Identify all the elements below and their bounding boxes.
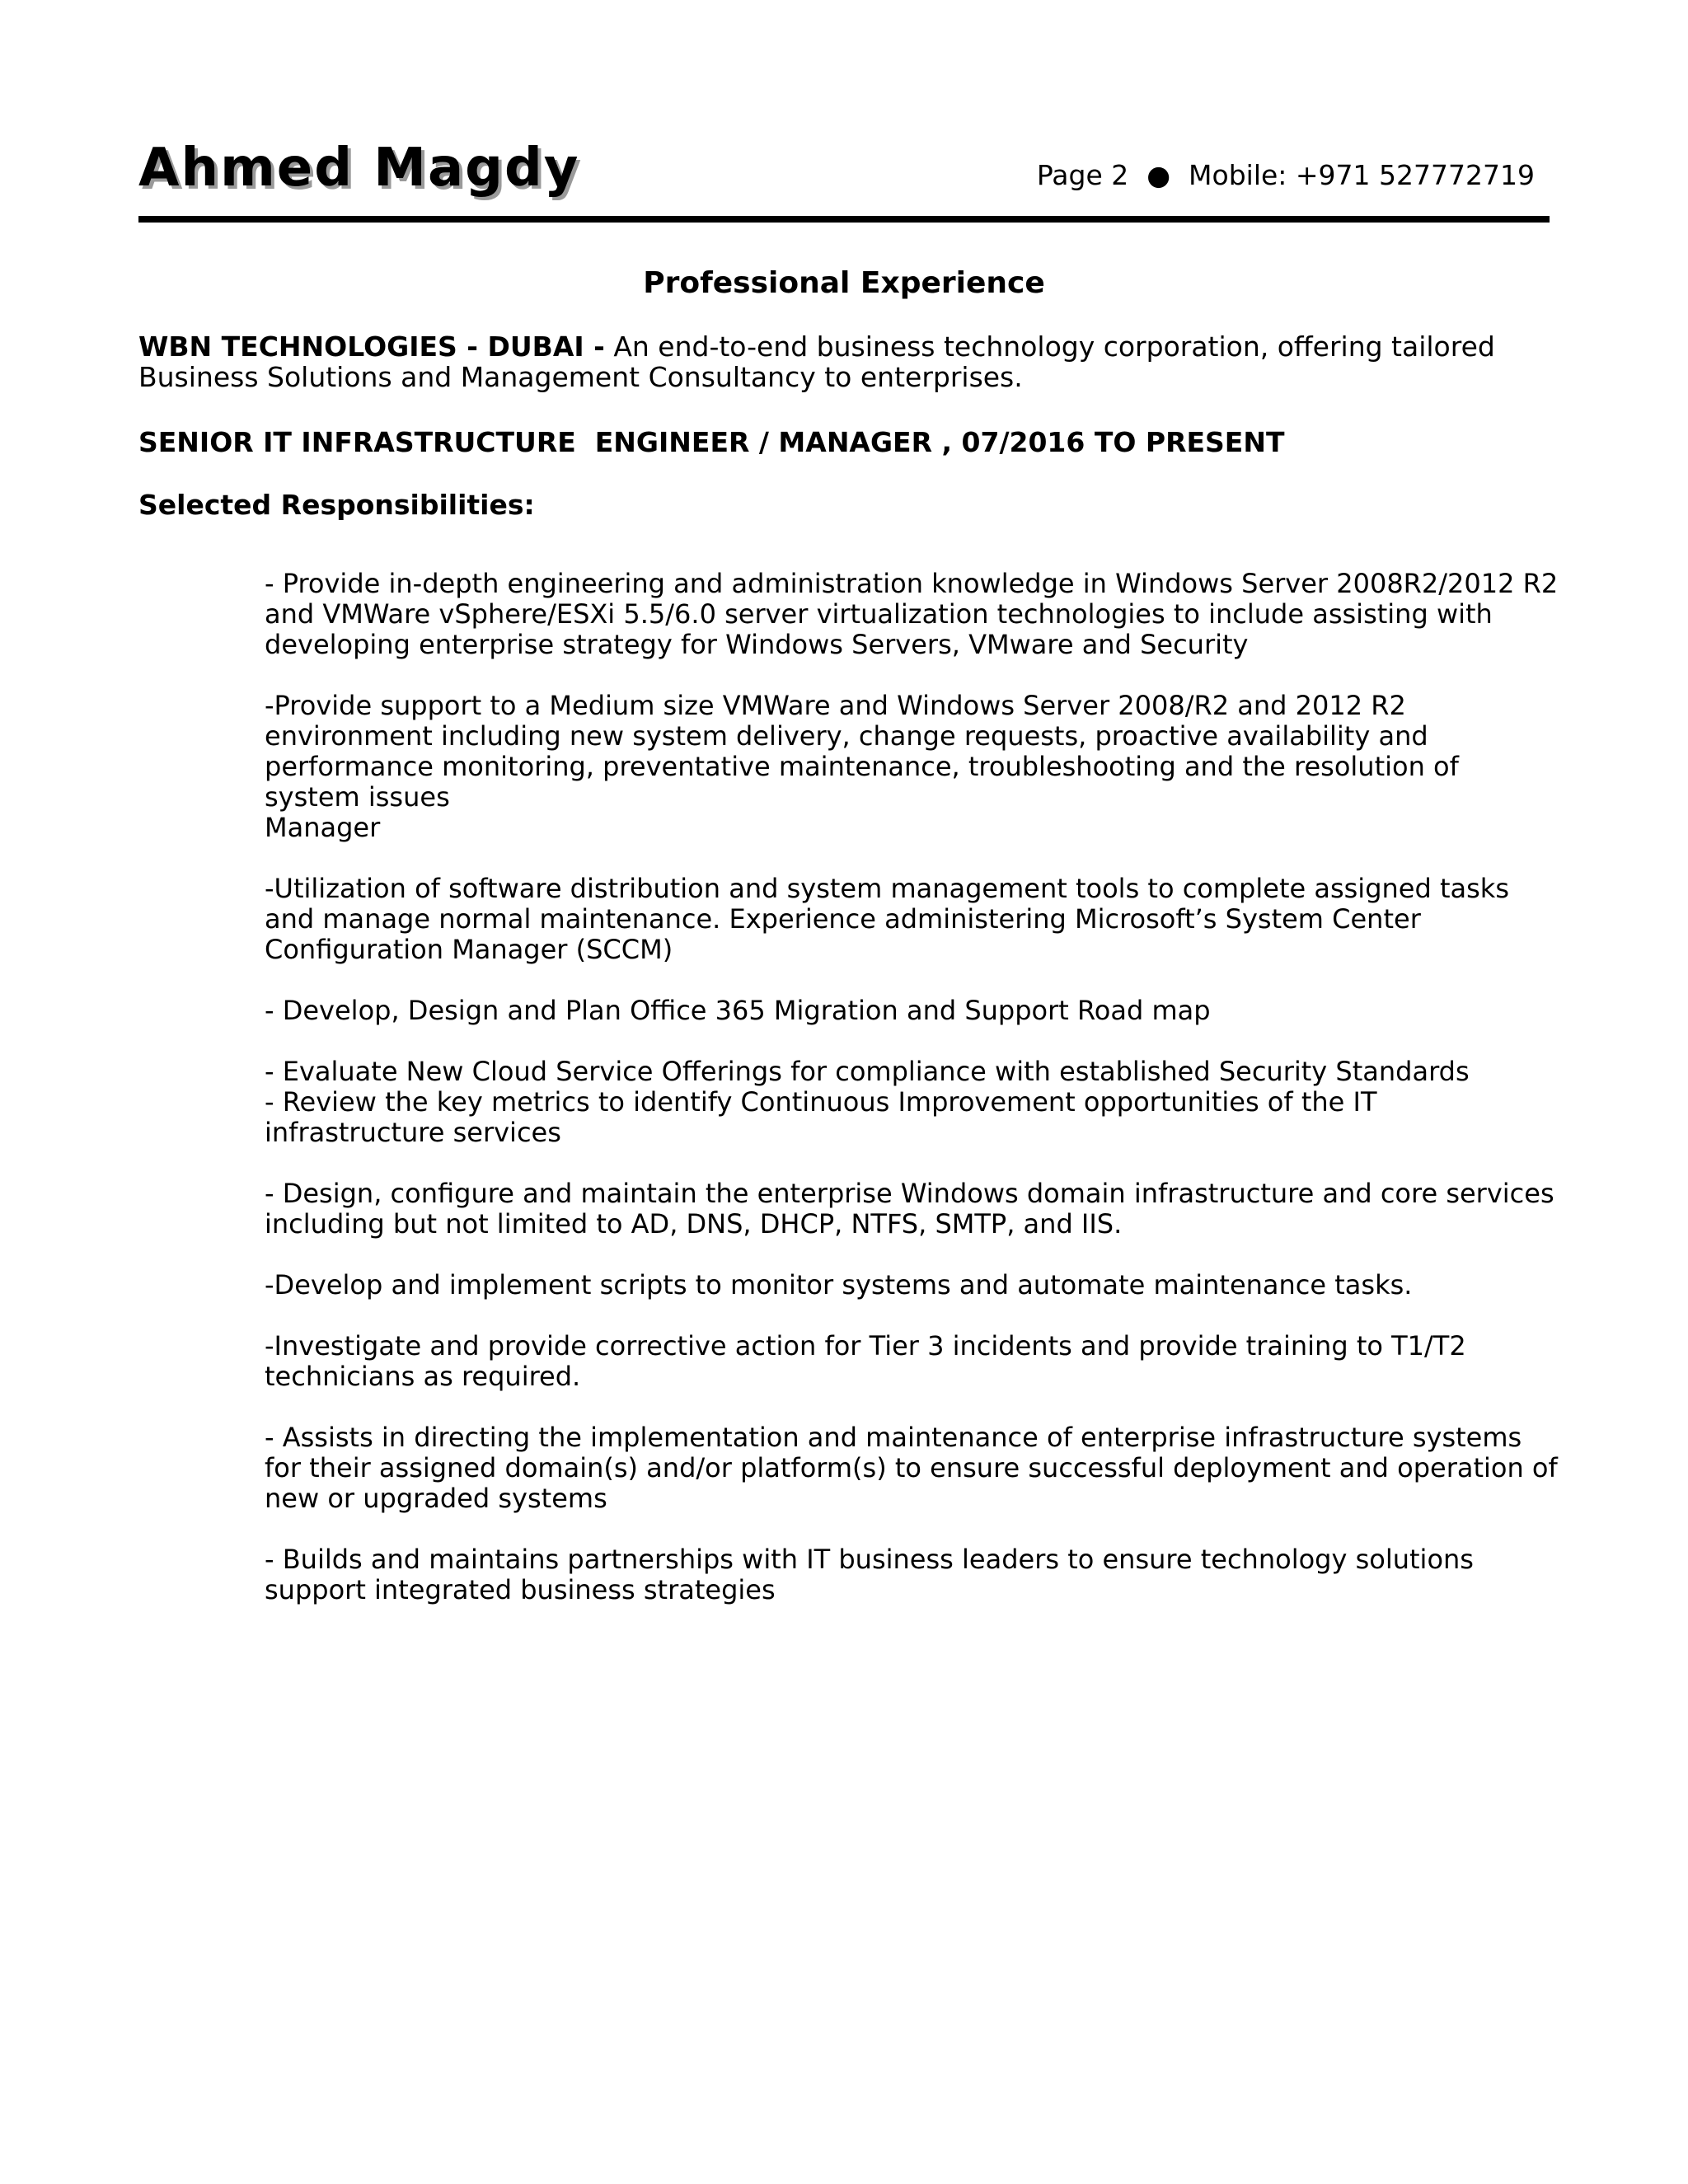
list-item: - Evaluate New Cloud Service Offerings for compliance with established Security Standards [265, 1056, 1470, 1087]
list-item: Manager [265, 812, 381, 843]
company-name: WBN TECHNOLOGIES - DUBAI - [138, 330, 605, 363]
section-title: Professional Experience [643, 266, 1045, 300]
bullet-separator: ● [1146, 159, 1171, 191]
list-item: - Review the key metrics to identify Continuous Improvement opportunities of the IT infrastructure services [265, 1086, 1377, 1148]
company-summary [138, 331, 1540, 392]
job-title: SENIOR IT INFRASTRUCTURE ENGINEER / MANAGER , 07/2016 TO PRESENT [138, 426, 1285, 458]
list-item: - Builds and maintains partnerships with IT business leaders to ensure technology solutions support integrated business strategies [265, 1544, 1474, 1605]
header-contact [1036, 159, 1535, 191]
list-item: - Provide in-depth engineering and administration knowledge in Windows Server 2008R2/2012 R2 and VMWare vSphere/ESXi 5.5/6.0 server virtualization technologies to include assisting with developing enterprise strategy for Windows Servers, VMware and Security [265, 568, 1559, 660]
list-item: - Assists in directing the implementation and maintenance of enterprise infrastructure systems for their assigned domain(s) and/or platform(s) to ensure successful deployment and operation of new or upgraded systems [265, 1422, 1558, 1514]
responsibilities-list [265, 569, 1559, 1636]
page-number: Page 2 [1036, 159, 1129, 191]
header-divider [138, 216, 1550, 223]
company-description: An end-to-end business technology corporation, offering tailored Business Solutions and Management Consultancy to enterprises. [138, 330, 1495, 393]
list-item: -Develop and implement scripts to monitor systems and automate maintenance tasks. [265, 1269, 1413, 1301]
page-header [138, 138, 1550, 221]
mobile-number: Mobile: +971 527772719 [1189, 159, 1535, 191]
list-item: -Utilization of software distribution and system management tools to complete assigned tasks and manage normal maintenance. Experience administering Microsoft’s System Center Configuration Manager (SCCM) [265, 873, 1509, 965]
list-item: - Develop, Design and Plan Office 365 Migration and Support Road map [265, 995, 1211, 1026]
responsibilities-heading: Selected Responsibilities: [138, 489, 535, 521]
candidate-name: Ahmed Magdy [138, 138, 580, 199]
list-item: - Design, configure and maintain the enterprise Windows domain infrastructure and core services including but not limited to AD, DNS, DHCP, NTFS, SMTP, and IIS. [265, 1178, 1554, 1240]
list-item: -Provide support to a Medium size VMWare and Windows Server 2008/R2 and 2012 R2 environment including new system delivery, change requests, proactive availability and performance monitoring, preventative maintenance, troubleshooting and the resolution of system issues [265, 690, 1459, 813]
list-item: -Investigate and provide corrective action for Tier 3 incidents and provide training to T1/T2 technicians as required. [265, 1330, 1466, 1392]
